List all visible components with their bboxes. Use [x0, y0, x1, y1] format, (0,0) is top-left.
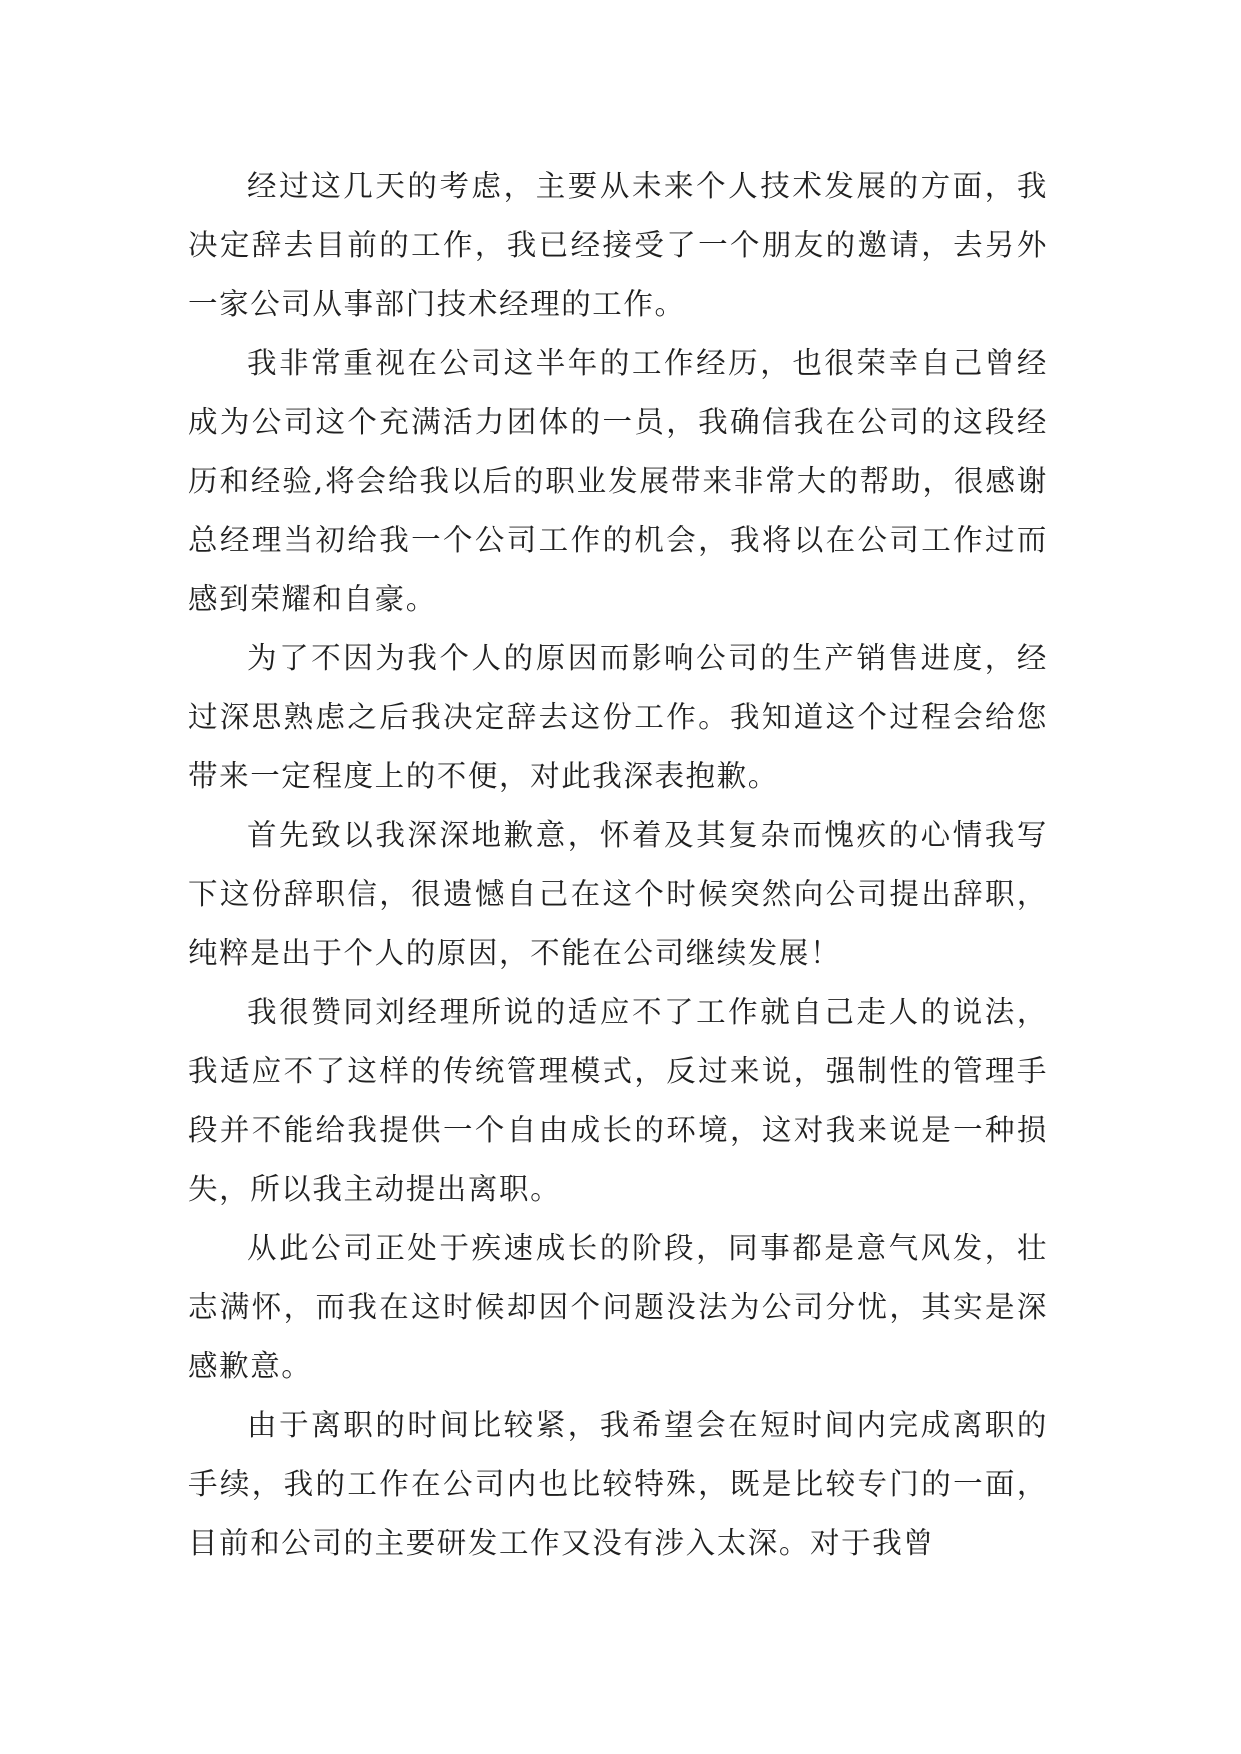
paragraph-4: 首先致以我深深地歉意，怀着及其复杂而愧疚的心情我写下这份辞职信，很遗憾自己在这个时候突然向公司提出辞职，纯粹是出于个人的原因，不能在公司继续发展！	[188, 818, 1048, 970]
paragraph-7: 由于离职的时间比较紧，我希望会在短时间内完成离职的手续，我的工作在公司内也比较特殊，既是比较专门的一面，目前和公司的主要研发工作又没有涉入太深。对于我曾	[188, 1408, 1048, 1560]
paragraph-1: 经过这几天的考虑，主要从未来个人技术发展的方面，我决定辞去目前的工作，我已经接受了一个朋友的邀请，去另外一家公司从事部门技术经理的工作。	[188, 169, 1048, 321]
paragraph-6: 从此公司正处于疾速成长的阶段，同事都是意气风发，壮志满怀，而我在这时候却因个问题没法为公司分忧，其实是深感歉意。	[188, 1231, 1048, 1383]
paragraph-3: 为了不因为我个人的原因而影响公司的生产销售进度，经过深思熟虑之后我决定辞去这份工作。我知道这个过程会给您带来一定程度上的不便，对此我深表抱歉。	[188, 641, 1048, 793]
letter-body	[188, 157, 1048, 1573]
paragraph-5: 我很赞同刘经理所说的适应不了工作就自己走人的说法，我适应不了这样的传统管理模式，反过来说，强制性的管理手段并不能给我提供一个自由成长的环境，这对我来说是一种损失，所以我主动提出离职。	[188, 995, 1048, 1206]
paragraph-2: 我非常重视在公司这半年的工作经历，也很荣幸自己曾经成为公司这个充满活力团体的一员，我确信我在公司的这段经历和经验,将会给我以后的职业发展带来非常大的帮助，很感谢总经理当初给我一个公司工作的机会，我将以在公司工作过而感到荣耀和自豪。	[188, 346, 1048, 616]
